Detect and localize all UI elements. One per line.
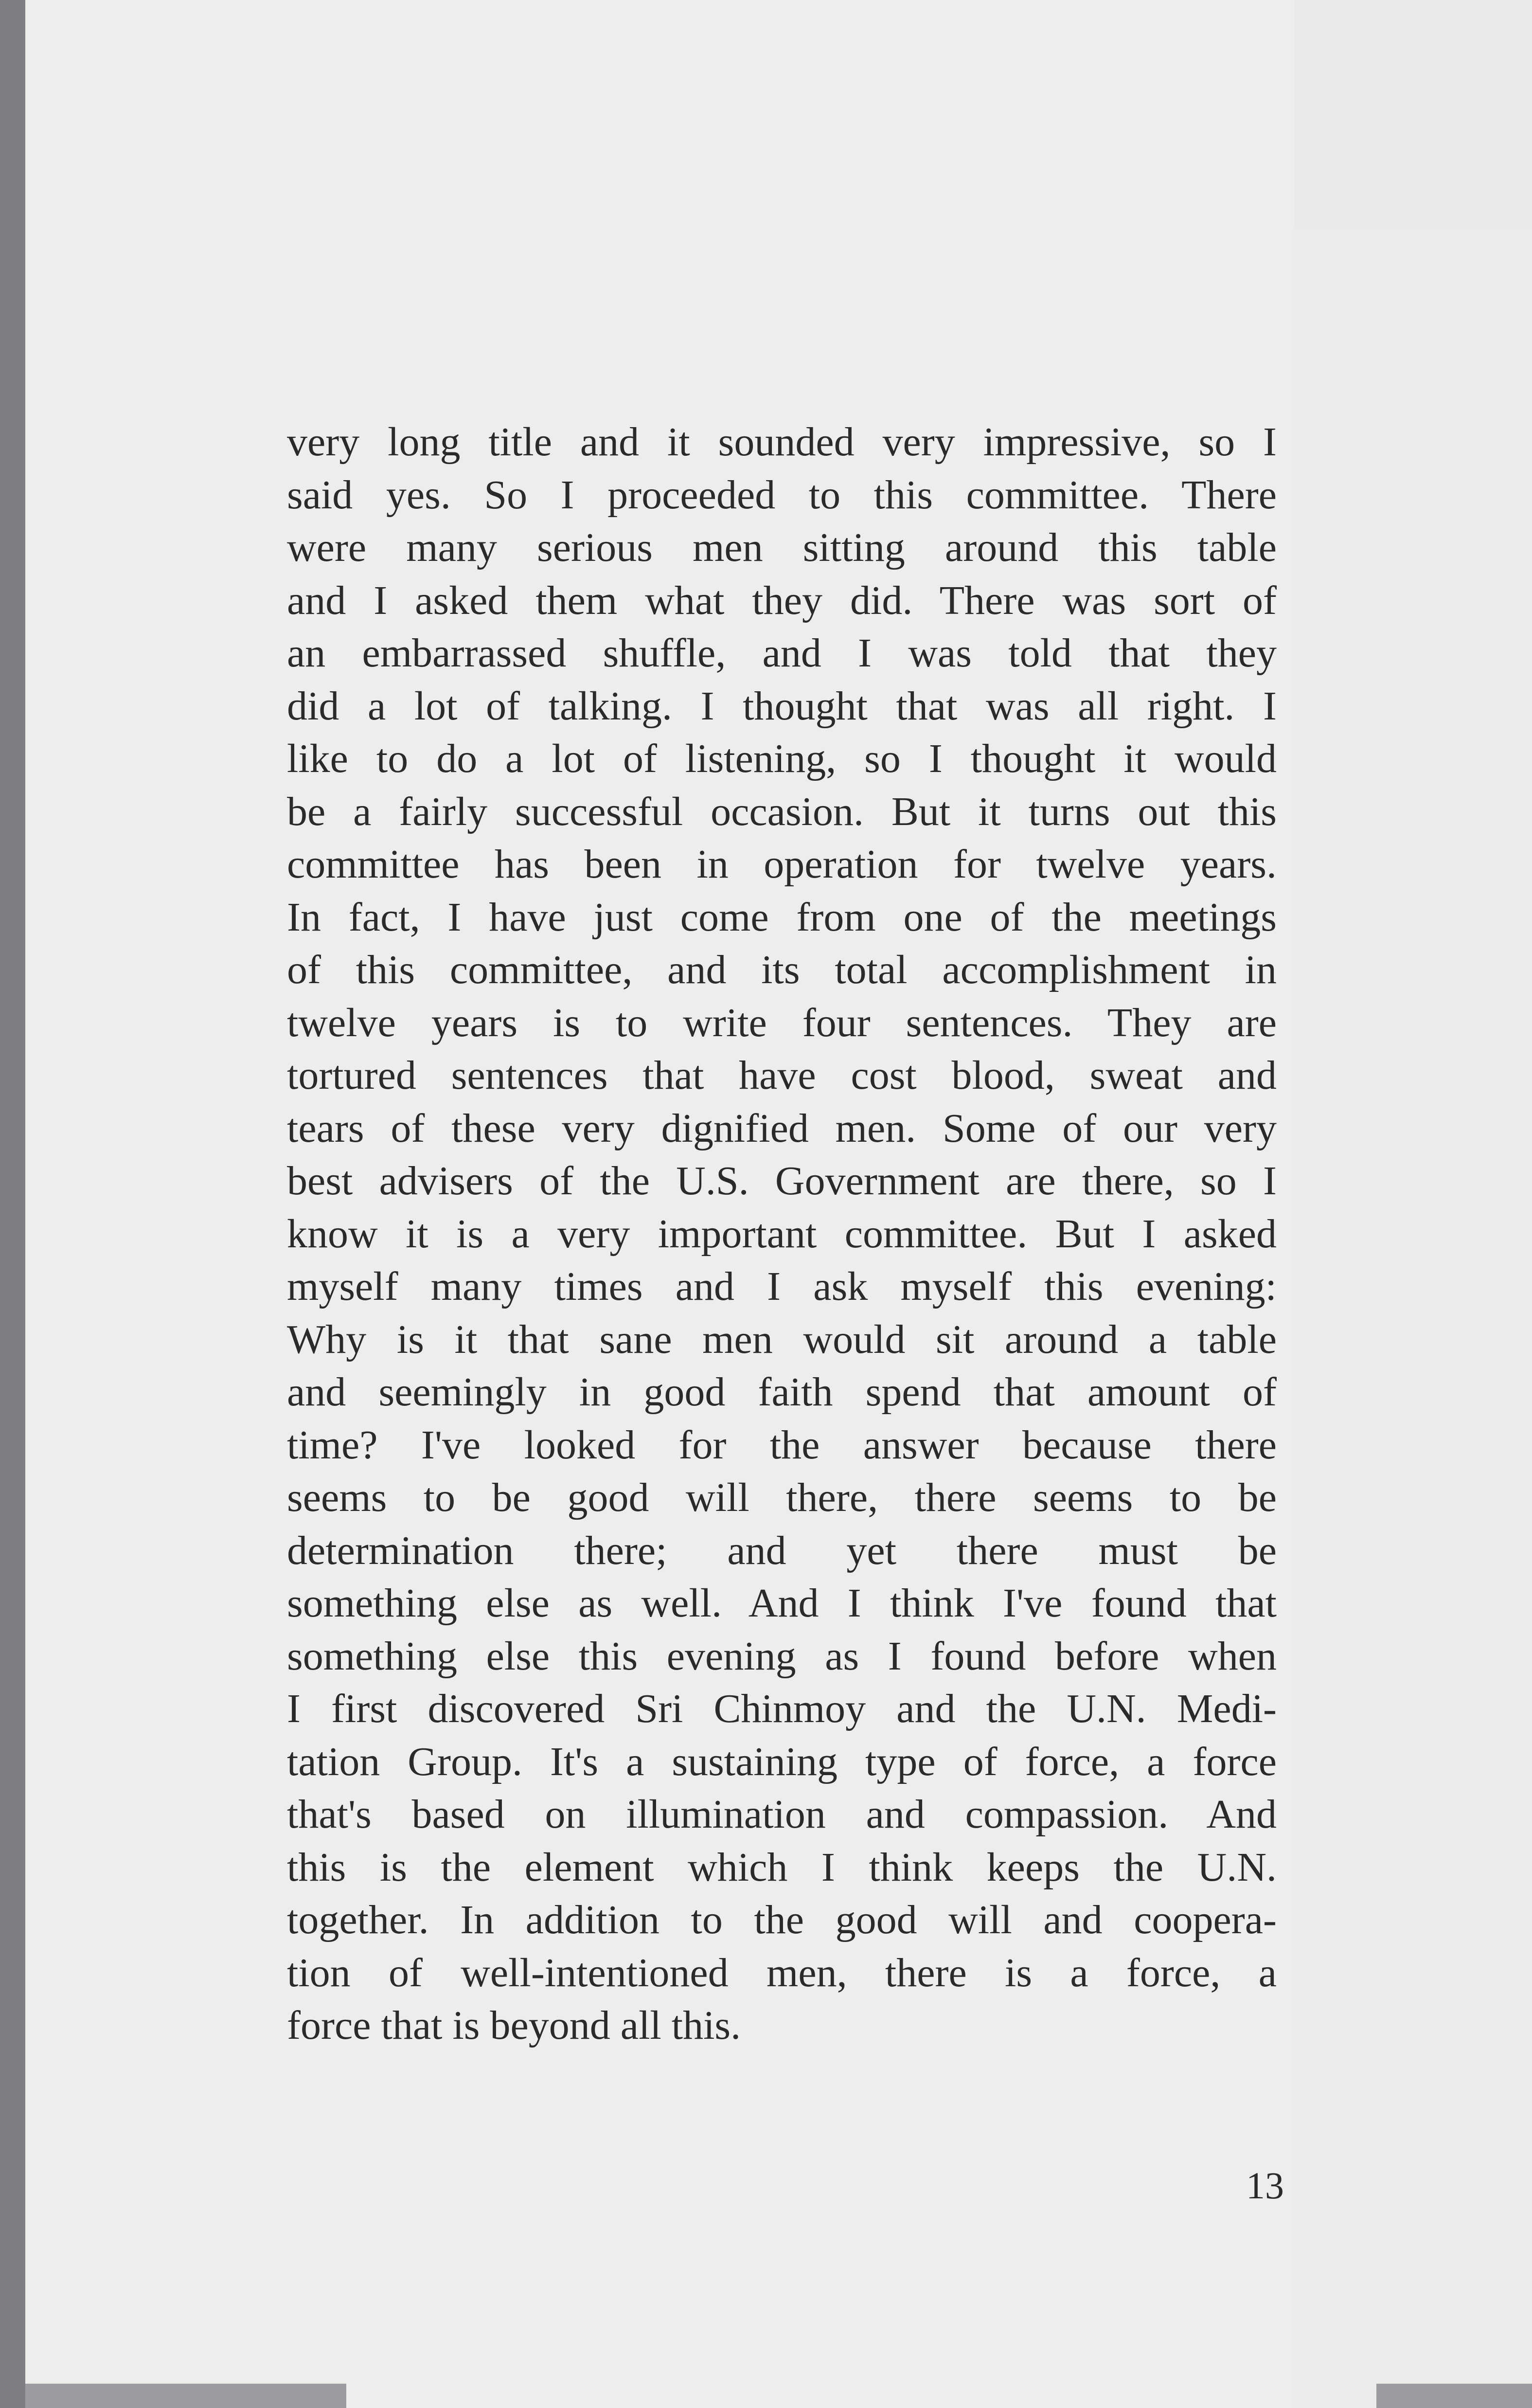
text-line: said yes. So I proceeded to this committee. There: [287, 472, 1277, 518]
text-line: myself many times and I ask myself this evening:: [287, 1264, 1277, 1309]
text-line: like to do a lot of listening, so I thought it would: [287, 736, 1277, 781]
text-line: tion of well-intentioned men, there is a force, a: [287, 1950, 1277, 1995]
text-line: Why is it that sane men would sit around a table: [287, 1316, 1277, 1362]
text-line: of this committee, and its total accomplishment in: [287, 947, 1277, 992]
text-line: an embarrassed shuffle, and I was told that they: [287, 630, 1277, 676]
body-text: [287, 416, 1277, 2052]
text-line: together. In addition to the good will and coopera-: [287, 1897, 1277, 1942]
text-line: this is the element which I think keeps the U.N.: [287, 1844, 1277, 1890]
page-number: 13: [1246, 2164, 1284, 2207]
text-line: committee has been in operation for twelve years.: [287, 842, 1277, 887]
text-line: did a lot of talking. I thought that was all right. I: [287, 683, 1277, 729]
text-line: best advisers of the U.S. Government are there, so I: [287, 1158, 1277, 1204]
page-paper-upper-right: [1295, 0, 1532, 226]
text-line: very long title and it sounded very impressive, so I: [287, 419, 1277, 465]
text-line: time? I've looked for the answer because there: [287, 1422, 1277, 1468]
text-line: tation Group. It's a sustaining type of force, a force: [287, 1739, 1277, 1784]
text-line: tears of these very dignified men. Some of our very: [287, 1105, 1277, 1151]
text-line: force that is beyond all this.: [287, 2003, 741, 2048]
text-line: tortured sentences that have cost blood, sweat and: [287, 1053, 1277, 1098]
text-line: something else this evening as I found before when: [287, 1633, 1277, 1679]
text-line: something else as well. And I think I've found that: [287, 1581, 1277, 1626]
text-line: In fact, I have just come from one of the meetings: [287, 894, 1277, 940]
scan-bottom-strip-right: [1376, 2384, 1532, 2408]
text-line: twelve years is to write four sentences. They are: [287, 1000, 1277, 1045]
text-line: seems to be good will there, there seems to be: [287, 1475, 1277, 1520]
text-line: and seemingly in good faith spend that amount of: [287, 1369, 1277, 1415]
text-line: were many serious men sitting around this table: [287, 525, 1277, 570]
text-line: and I asked them what they did. There was sort of: [287, 577, 1277, 623]
scan-bottom-strip: [25, 2384, 346, 2408]
text-line: determination there; and yet there must be: [287, 1527, 1277, 1573]
text-line: know it is a very important committee. But I asked: [287, 1211, 1277, 1257]
text-line: be a fairly successful occasion. But it turns out this: [287, 789, 1277, 834]
scan-left-shadow: [0, 0, 25, 2408]
text-line: that's based on illumination and compassion. And: [287, 1792, 1277, 1837]
text-line: I first discovered Sri Chinmoy and the U.N. Medi-: [287, 1686, 1277, 1731]
page-paper-lower-right: [1295, 226, 1532, 2408]
